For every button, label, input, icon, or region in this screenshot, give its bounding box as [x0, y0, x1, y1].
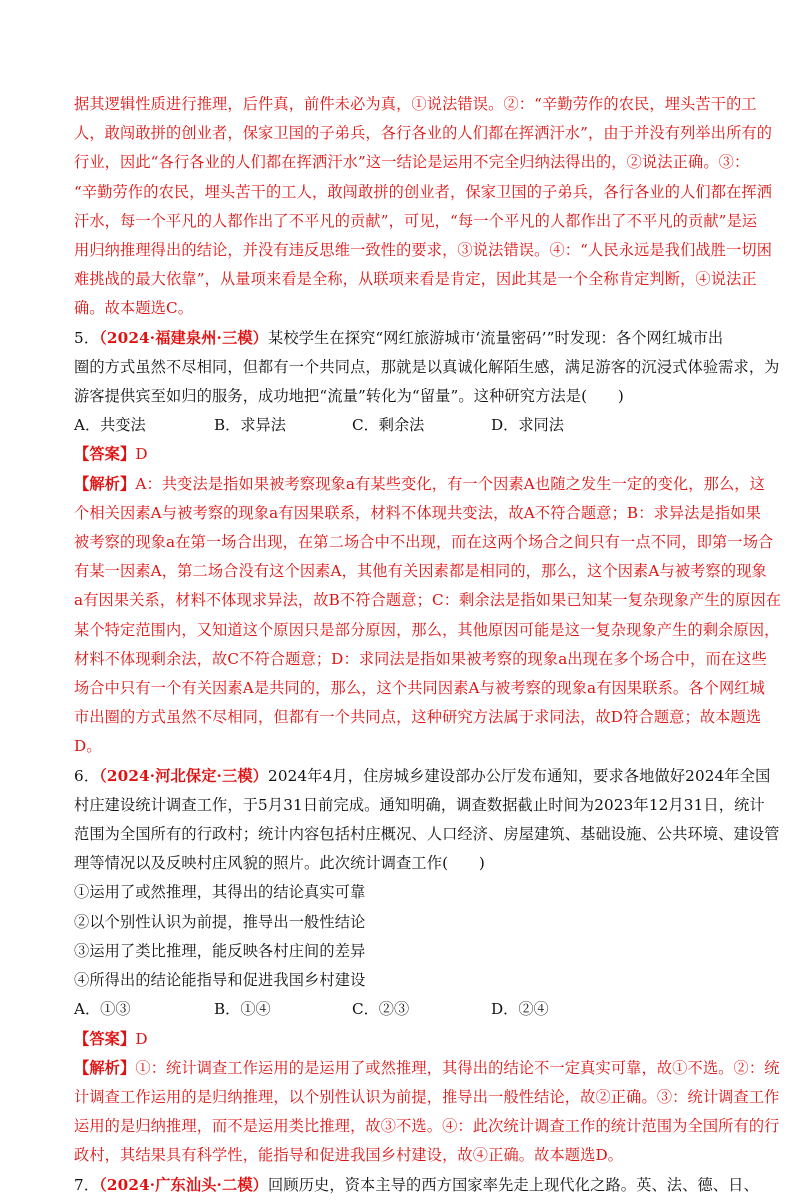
explanation-line: 场合中只有一个有关因素A是共同的，那么，这个共同因素A与被考察的现象a有因果联系。各个网红城: [74, 679, 765, 698]
explanation-line: 确。故本题选C。: [74, 299, 194, 318]
option-c: C．剩余法: [352, 416, 425, 435]
explanation-line: “辛勤劳作的农民，埋头苦干的工人，敢闯敢拼的创业者，保家卫国的子弟兵，各行各业的人们都在挥洒: [74, 182, 773, 201]
option-c: C．②③: [352, 1000, 410, 1019]
answer-label: 【答案】: [74, 1029, 136, 1048]
option-d: D．②④: [491, 1000, 549, 1019]
question-stem-line: [74, 324, 724, 353]
q4-explanation: [74, 90, 773, 324]
explanation-text: ①：统计调查工作运用的是运用了或然推理，其得出的结论不一定真实可靠，故①不选。②：统: [135, 1058, 780, 1077]
question-stem-line: [74, 1171, 759, 1200]
statement-3: ③运用了类比推理，能反映各村庄间的差异: [74, 941, 366, 960]
explanation-line: a有因果关系，材料不体现求异法，故B不符合题意；C：剩余法是指如果已知某一复杂现象产生的原因在: [74, 591, 782, 610]
explanation-line: 用归纳推理得出的结论，并没有违反思维一致性的要求，③说法错误。④：“人民永远是我们战胜一切困: [74, 241, 773, 260]
question-stem-line: 理等情况以及反映村庄风貌的照片。此次统计调查工作( ): [74, 854, 485, 873]
answer-options: [74, 411, 724, 440]
answer-value: D: [135, 1029, 148, 1048]
answer-label: 【答案】: [74, 445, 136, 464]
answer-options: [74, 995, 724, 1024]
option-d: D．求同法: [491, 416, 564, 435]
answer-line: [74, 1025, 724, 1054]
explanation-label: 【解析】: [74, 474, 136, 493]
question-stem-line: 游客提供宾至如归的服务，成功地把“流量”转化为“留量”。这种研究方法是( ): [74, 387, 624, 406]
explanation-line: 汗水，每一个平凡的人都作出了不平凡的贡献”，可见，“每一个平凡的人都作出了不平凡的贡献”是运: [74, 211, 758, 230]
question-stem-text: 2024年4月，住房城乡建设部办公厅发布通知，要求各地做好2024年全国: [268, 766, 771, 785]
explanation-line: [74, 1054, 780, 1083]
explanation-line: 某个特定范围内，又知道这个原因只是部分原因，那么，其他原因可能是这一复杂现象产生的剩余原因，: [74, 620, 780, 639]
option-b: B．求异法: [214, 416, 286, 435]
explanation-line: 行业，因此“各行各业的人们都在挥洒汗水”这一结论是运用不完全归纳法得出的，②说法正确。③：: [74, 153, 750, 172]
explanation-line: 市出圈的方式虽然不尽相同，但都有一个共同点，这种研究方法属于求同法，故D符合题意；故本题选: [74, 708, 762, 727]
explanation-line: 据其逻辑性质进行推理，后件真，前件未必为真，①说法错误。②：“辛勤劳作的农民，埋头苦干的工: [74, 95, 757, 113]
option-b: B．①④: [214, 1000, 271, 1019]
explanation-line: 计调查工作运用的是归纳推理，以个别性认识为前提，推导出一般性结论，故②正确。③：统计调查工作: [74, 1087, 780, 1106]
explanation-line: 有某一因素A，第二场合没有这个因素A，其他有关因素都是相同的，那么，这个因素A与被考察的现象: [74, 562, 767, 581]
question-stem-line: 范围为全国所有的行政村；统计内容包括村庄概况、人口经济、房屋建筑、基础设施、公共环境、建设管: [74, 825, 780, 844]
question-source: （2024·河北保定·三模）: [99, 766, 269, 785]
explanation-line: [74, 470, 765, 499]
option-a: A．①③: [74, 1000, 131, 1019]
explanation-line: 运用的是归纳推理，而不是运用类比推理，故③不选。④：此次统计调查工作的统计范围为全国所有的行: [74, 1117, 780, 1136]
question-source: （2024·广东汕头·二模）: [99, 1175, 269, 1194]
explanation-line: 个相关因素A与被考察的现象a有因果联系，材料不体现共变法，故A不符合题意；B：求异法是指如果: [74, 503, 761, 522]
statement-2: ②以个别性认识为前提，推导出一般性结论: [74, 912, 366, 931]
explanation-line: 被考察的现象a在第一场合出现，在第二场合中不出现，而在这两个场合之间只有一点不同，即第一场合: [74, 533, 774, 552]
question-stem-text: 回顾历史，资本主导的西方国家率先走上现代化之路。英、法、德、日、: [268, 1175, 759, 1194]
question-5: [74, 324, 782, 762]
question-number: 6．: [74, 766, 100, 785]
option-a: A．共变法: [74, 416, 146, 435]
explanation-label: 【解析】: [74, 1058, 136, 1077]
question-7: [74, 1171, 759, 1200]
question-stem-line: 村庄建设统计调查工作，于5月31日前完成。通知明确，调查数据截止时间为2023年12月31日，统计: [74, 795, 765, 814]
document-page: [74, 90, 782, 1200]
statement-4: ④所得出的结论能指导和促进我国乡村建设: [74, 971, 366, 990]
explanation-line: 人，敢闯敢拼的创业者，保家卫国的子弟兵，各行各业的人们都在挥洒汗水”，由于并没有列举出所有的: [74, 124, 773, 143]
answer-value: D: [135, 445, 148, 464]
explanation-line: D。: [74, 737, 102, 756]
question-number: 5．: [74, 328, 100, 347]
question-stem-line: [74, 762, 771, 791]
explanation-line: 材料不体现剩余法，故C不符合题意；D：求同法是指如果被考察的现象a出现在多个场合中，而在这些: [74, 649, 767, 668]
question-stem-text: 某校学生在探究“网红旅游城市‘流量密码’”时发现：各个网红城市出: [268, 328, 724, 347]
answer-line: [74, 440, 724, 469]
question-stem-line: 圈的方式虽然不尽相同，但都有一个共同点，那就是以真诚化解陌生感，满足游客的沉浸式体验需求，为: [74, 357, 780, 376]
question-6: [74, 762, 780, 1171]
explanation-text: A：共变法是指如果被考察现象a有某些变化，有一个因素A也随之发生一定的变化，那么，这: [135, 474, 765, 493]
explanation-line: 政村，其结果具有科学性，能指导和促进我国乡村建设，故④正确。故本题选D。: [74, 1146, 624, 1165]
question-number: 7．: [74, 1175, 100, 1194]
statement-1: ①运用了或然推理，其得出的结论真实可靠: [74, 883, 366, 902]
question-source: （2024·福建泉州·三模）: [99, 328, 269, 347]
explanation-line: 难挑战的最大依靠”，从量项来看是全称，从联项来看是肯定，因此其是一个全称肯定判断，④说法正: [74, 270, 757, 289]
